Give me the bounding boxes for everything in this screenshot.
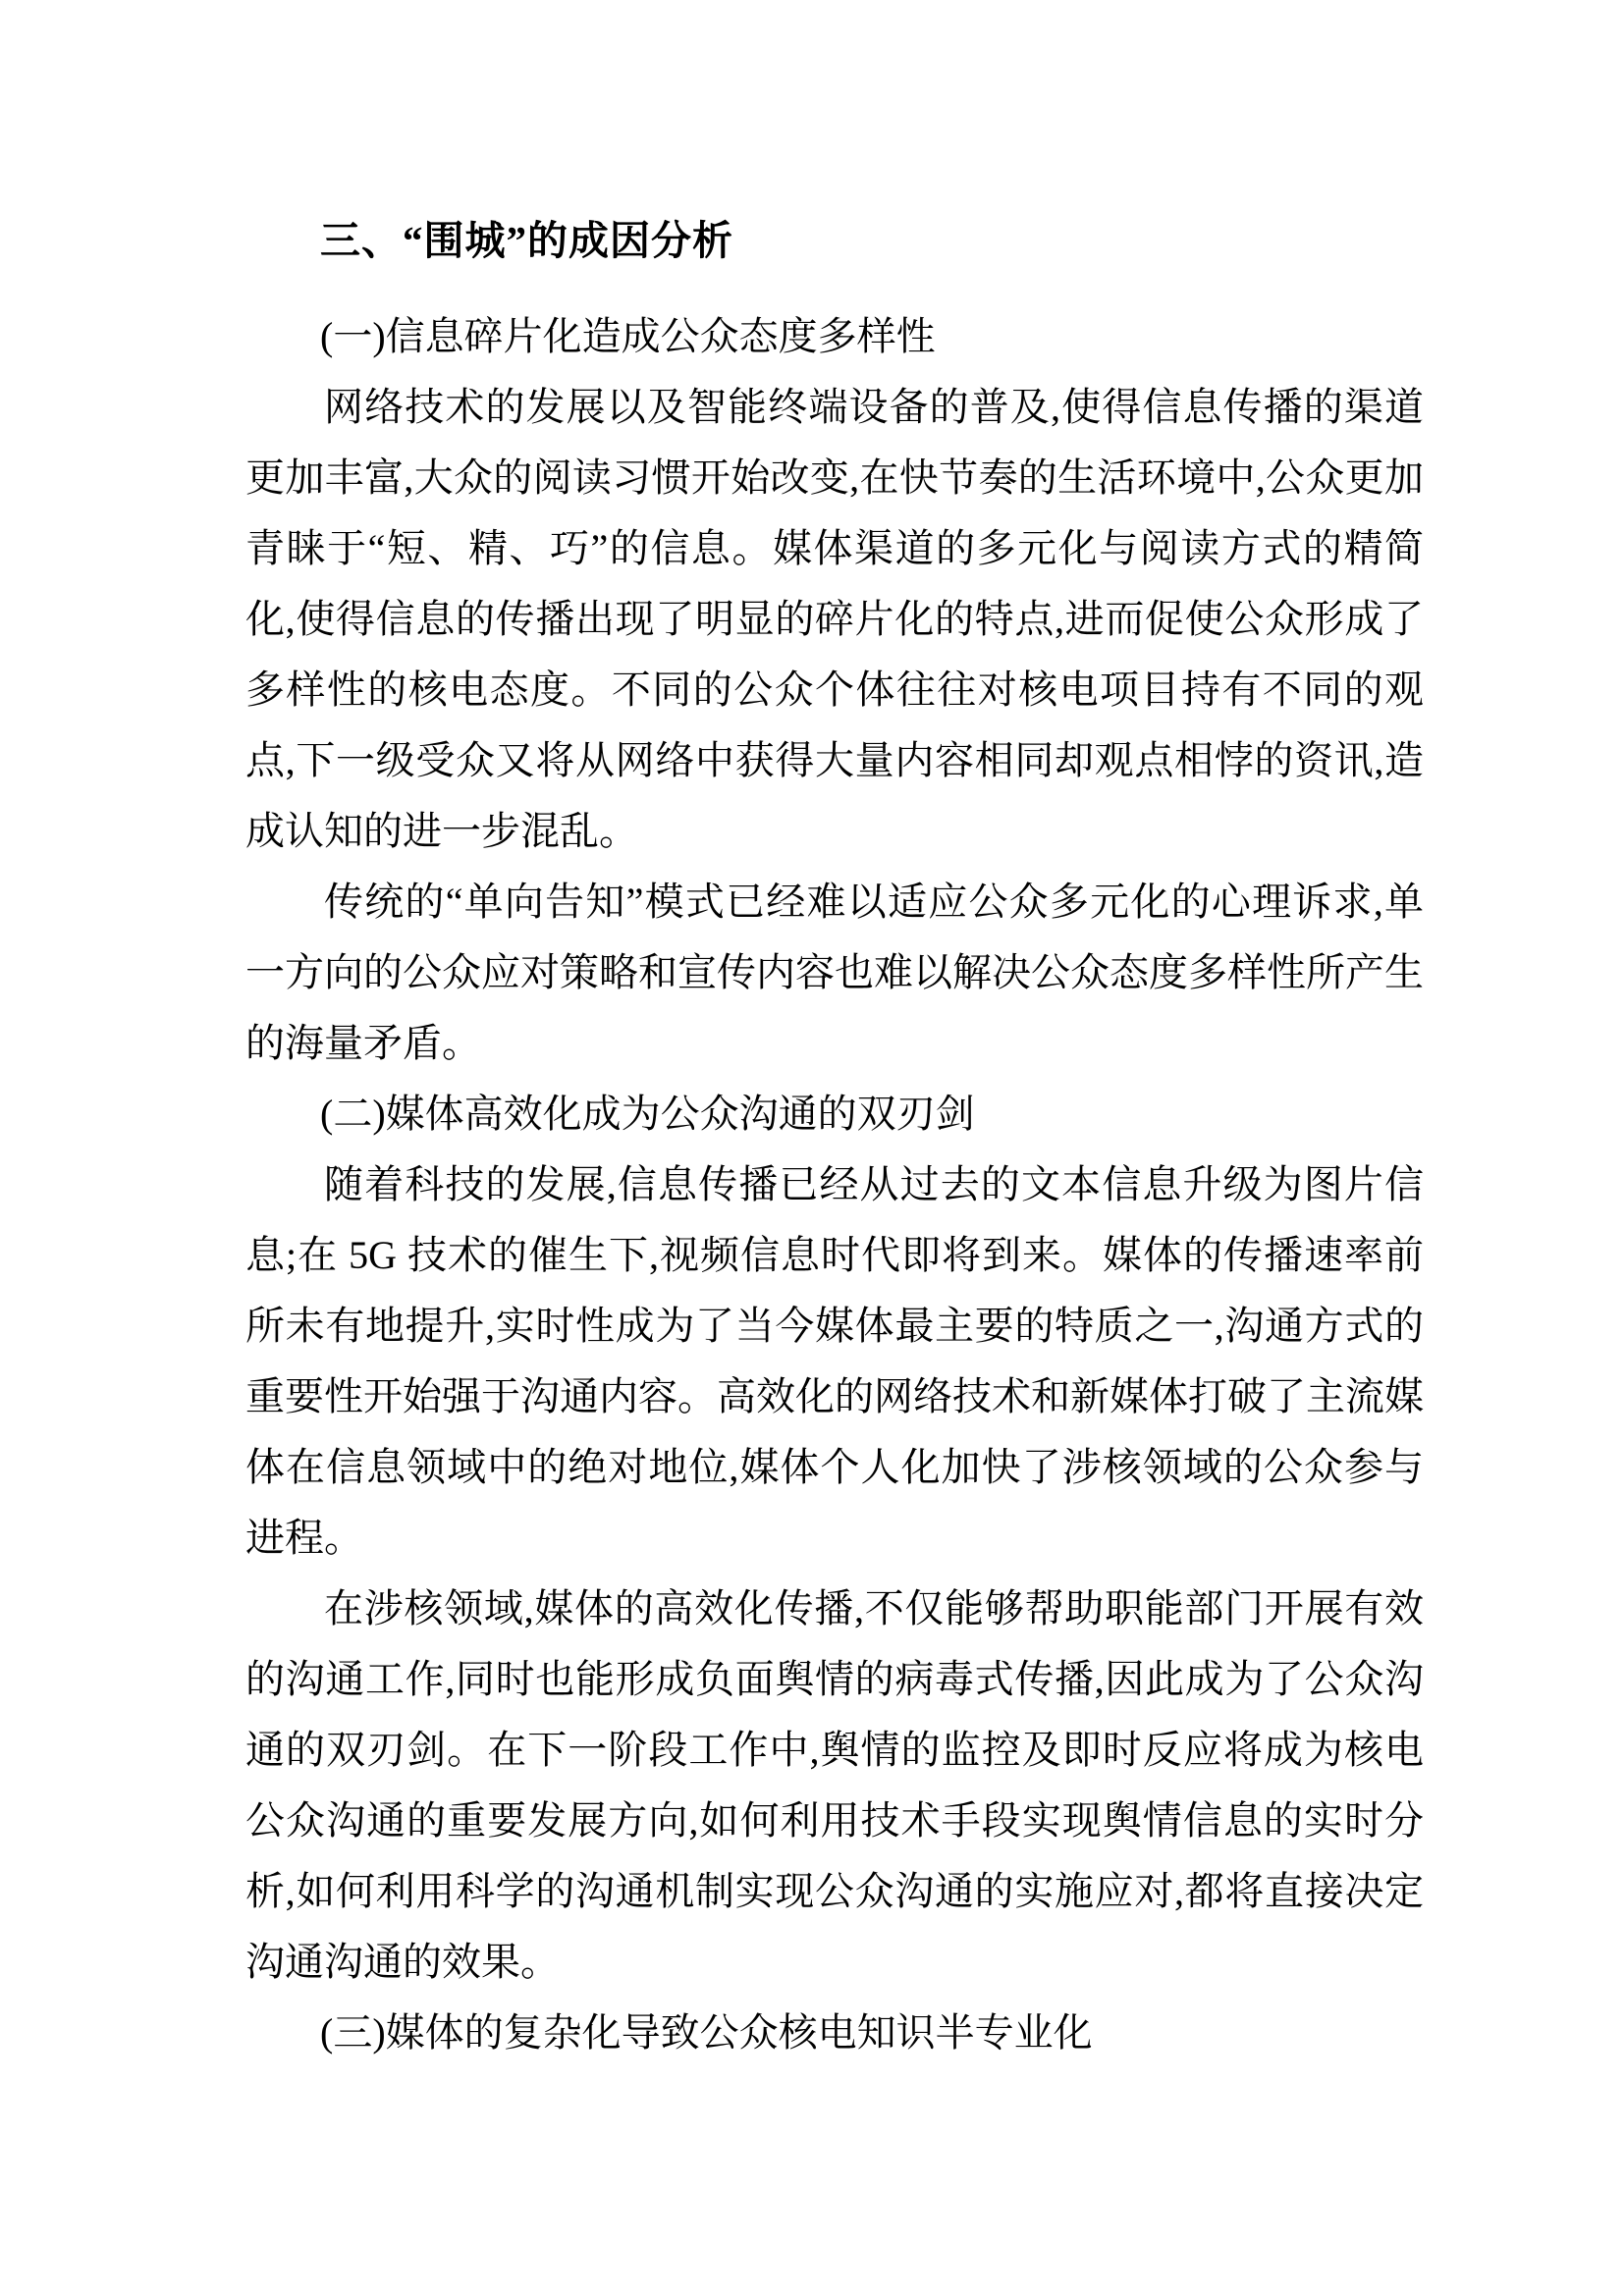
section-1-paragraph-1: 网络技术的发展以及智能终端设备的普及,使得信息传播的渠道更加丰富,大众的阅读习惯开始改变,在快节奏的生活环境中,公众更加青睐于“短、精、巧”的信息。媒体渠道的多元化与阅读方式的精简化,使得信息的传播出现了明显的碎片化的特点,进而促使公众形成了多样性的核电态度。不同的公众个体往往对核电项目持有不同的观点,下一级受众又将从网络中获得大量内容相同却观点相悖的资讯,造成认知的进一步混乱。: [245, 385, 1424, 853]
section-2-paragraph-1: 随着科技的发展,信息传播已经从过去的文本信息升级为图片信息;在 5G 技术的催生下,视频信息时代即将到来。媒体的传播速率前所未有地提升,实时性成为了当今媒体最主要的特质之一,沟通方式的重要性开始强于沟通内容。高效化的网络技术和新媒体打破了主流媒体在信息领域中的绝对地位,媒体个人化加快了涉核领域的公众参与进程。: [245, 1162, 1424, 1560]
section-3-heading: (三)媒体的复杂化导致公众核电知识半专业化: [320, 2010, 1093, 2055]
document-content: [245, 205, 1424, 2068]
section-1-heading: (一)信息碎片化造成公众态度多样性: [320, 314, 936, 358]
section-2-paragraph-2: 在涉核领域,媒体的高效化传播,不仅能够帮助职能部门开展有效的沟通工作,同时也能形成负面舆情的病毒式传播,因此成为了公众沟通的双刃剑。在下一阶段工作中,舆情的监控及即时反应将成为核电公众沟通的重要发展方向,如何利用技术手段实现舆情信息的实时分析,如何利用科学的沟通机制实现公众沟通的实施应对,都将直接决定沟通沟通的效果。: [245, 1586, 1424, 1984]
section-1-paragraph-2: 传统的“单向告知”模式已经难以适应公众多元化的心理诉求,单一方向的公众应对策略和宣传内容也难以解决公众态度多样性所产生的海量矛盾。: [245, 880, 1424, 1065]
section-2-heading: (二)媒体高效化成为公众沟通的双刃剑: [320, 1092, 975, 1136]
section-media-efficiency: [245, 1079, 1424, 1998]
page-title: 三、“围城”的成因分析: [320, 218, 733, 263]
section-media-complexity: [245, 1998, 1424, 2068]
section-fragmentation: [245, 301, 1424, 1079]
